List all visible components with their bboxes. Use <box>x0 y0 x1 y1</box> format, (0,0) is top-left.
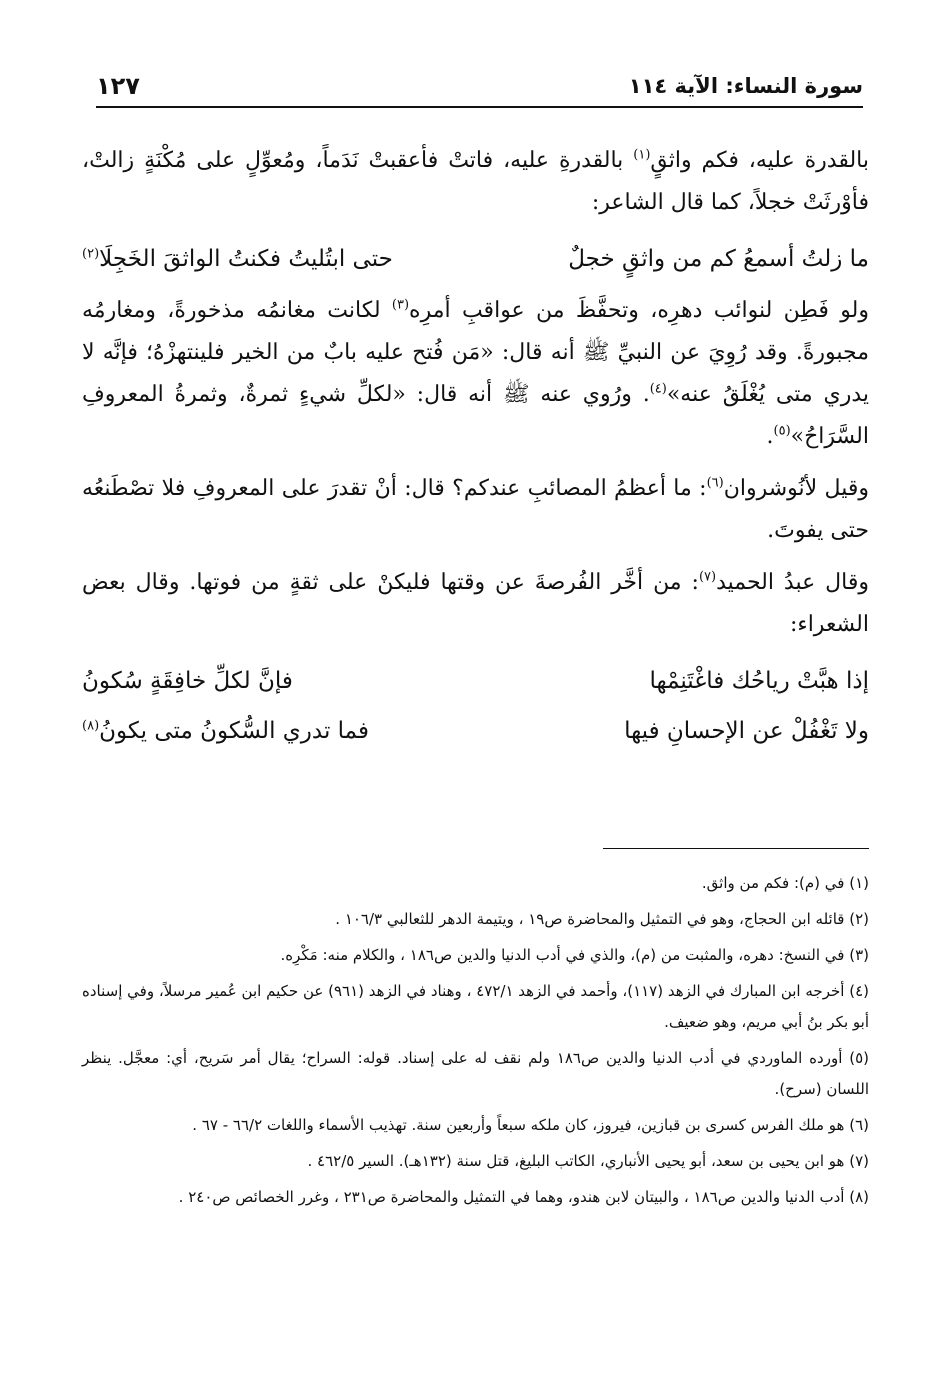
footnote-ref-1[interactable]: (١) <box>633 147 651 163</box>
footnote-ref-8[interactable]: (٨) <box>82 718 100 734</box>
verse-3-first-hemistich: ولا تَغْفُلْ عن الإحسانِ فيها <box>624 718 869 744</box>
footnote-5: (٥) أورده الماوردي في أدب الدنيا والدين ص١٨٦ ولم نقف له على إسناد. قوله: السراح؛ يقال أمر سَريح، أي: معجَّل. ينظر اللسان (سرح). <box>82 1049 869 1098</box>
footnote-ref-5[interactable]: (٥) <box>773 423 791 439</box>
verse-1 <box>82 234 869 284</box>
verse-2-first-hemistich: إذا هبَّتْ رياحُك فاغْتَنِمْها <box>649 668 869 694</box>
footnote-4: (٤) أخرجه ابن المبارك في الزهد (١١٧)، وأحمد في الزهد ٤٧٢/١ ، وهناد في الزهد (٩٦١) عن حكيم ابن عُمير مرسلاً، وفي إسناده أبو بكر بنُ أبي مريم، وهو ضعيف. <box>82 982 869 1031</box>
footnote-1: (١) في (م): فكم من واثق. <box>701 874 869 892</box>
main-text <box>82 140 869 756</box>
paragraph-4: وقال عبدُ الحميد$^{(٧)}$: من أخَّر الفُرصةَ عن وقتها فليكنْ على ثقةٍ من فوتها. وقال بعض الشعراء: <box>82 569 869 637</box>
footnote-separator <box>603 848 869 849</box>
paragraph-2: ولو فَطِن لنوائب دهرِه، وتحفَّظَ من عواقبِ أمرِه$^{(٣)}$ لكانت مغانمُه مذخورةً، ومغارمُه مجبورةً. وقد رُوِيَ عن النبيِّ ﷺ أنه قال: «مَن فُتح عليه بابٌ من الخير فلينتهزْهُ؛ فإنَّه لا يدري متى يُغْلَقُ عنه»$^{(٤)}$. ورُوي عنه ﷺ أنه قال: «لكلِّ شيءٍ ثمرةٌ، وثمرةُ المعروفِ السَّرَاحُ»$^{(٥)}$. <box>82 297 869 449</box>
paragraph-1: بالقدرة عليه، فكم واثقٍ$^{(١)}$ بالقدرةِ عليه، فاتتْ فأعقبتْ نَدَماً، ومُعوِّلٍ على مُكْنَةٍ زالتْ، فأوْرثَتْ خجلاً، كما قال الشاعر: <box>82 147 870 215</box>
verse-1-second-hemistich: حتى ابتُليتُ فكنتُ الواثقَ الخَجِلَا$^{(٢)}$ <box>82 246 393 272</box>
paragraph-3: وقيل لأنُوشروان$^{(٦)}$: ما أعظمُ المصائبِ عندكم؟ قال: أنْ تقدرَ على المعروفِ فلا تصْطَنعُه حتى يفوتَ. <box>82 475 869 543</box>
verse-3 <box>82 706 869 756</box>
verse-1-first-hemistich: ما زلتُ أسمعُ كم من واثقٍ خجلٌ <box>568 246 869 272</box>
footnote-ref-2[interactable]: (٢) <box>82 246 100 262</box>
footnote-ref-4[interactable]: (٤) <box>649 381 667 397</box>
footnote-7: (٧) هو ابن يحيى بن سعد، أبو يحيى الأنباري، الكاتب البليغ، قتل سنة (١٣٢هـ). السير ٤٦٢/٥ . <box>307 1152 869 1170</box>
verse-3-second-hemistich: فما تدري السُّكونُ متى يكونُ$^{(٨)}$ <box>82 718 369 744</box>
footnote-ref-7[interactable]: (٧) <box>698 569 717 585</box>
verse-2 <box>82 656 869 706</box>
footnote-6: (٦) هو ملك الفرس كسرى بن قبازين، فيروز، كان ملكه سبعاً وأربعين سنة. تهذيب الأسماء واللغات ٦٦/٢ - ٦٧ . <box>192 1116 869 1134</box>
footnote-ref-6[interactable]: (٦) <box>706 475 724 491</box>
footnote-2: (٢) قائله ابن الحجاج، وهو في التمثيل والمحاضرة ص١٩ ، ويتيمة الدهر للثعالبي ١٠٦/٣ . <box>335 910 869 928</box>
footnote-3: (٣) في النسخ: دهره، والمثبت من (م)، والذي في أدب الدنيا والدين ص١٨٦ ، والكلام منه: مَكْرِه. <box>280 946 869 964</box>
verse-2-second-hemistich: فإنَّ لكلِّ خافِقَةٍ سُكونُ <box>82 668 293 694</box>
page-header <box>96 66 863 108</box>
footnote-ref-3[interactable]: (٣) <box>391 297 410 313</box>
surah-title: سورة النساء: الآية ١١٤ <box>628 74 863 98</box>
page-number: ١٢٧ <box>96 72 140 100</box>
footnotes <box>82 868 869 1218</box>
footnote-8: (٨) أدب الدنيا والدين ص١٨٦ ، والبيتان لابن هندو، وهما في التمثيل والمحاضرة ص٢٣١ ، وغرر الخصائص ص٢٤٠ . <box>178 1188 869 1206</box>
